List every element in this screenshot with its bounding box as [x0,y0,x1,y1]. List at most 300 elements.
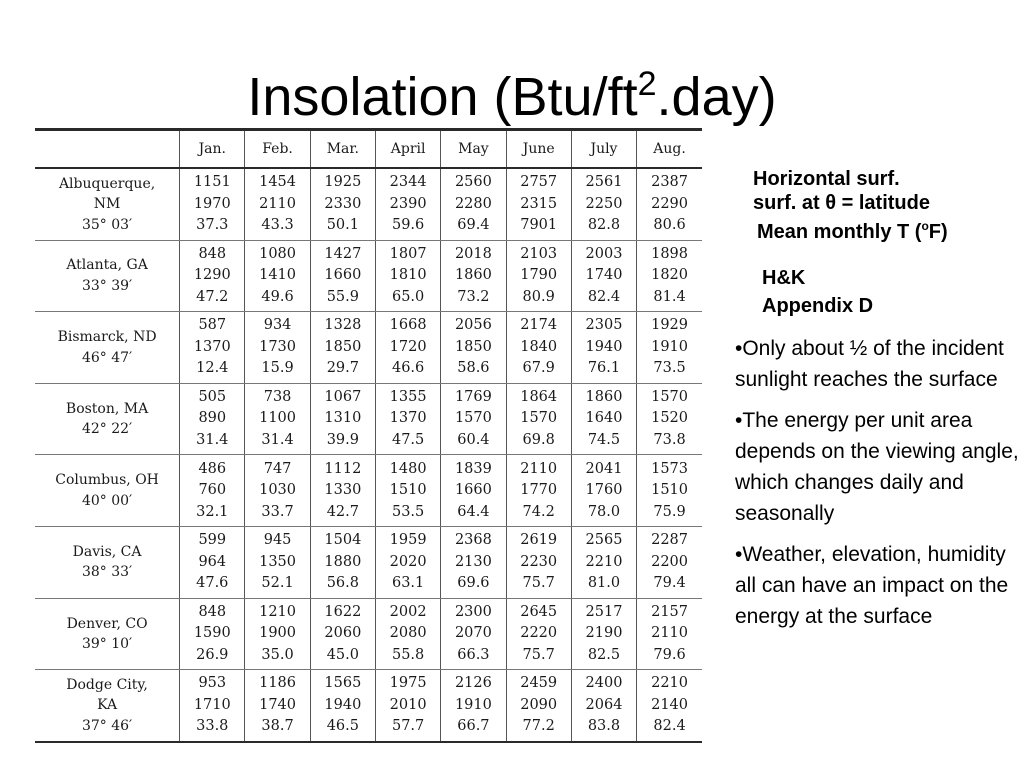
month-value-cell [571,670,636,742]
mean-temperature-value: 79.4 [653,575,686,592]
city-line: Bismarck, ND [57,329,157,346]
month-value-cell [571,312,636,384]
title-superscript: 2 [637,65,657,103]
mean-temperature-value: 82.5 [587,646,621,663]
month-value-cell [310,455,375,527]
month-value-cell [310,312,375,384]
mean-temperature-value: 80.6 [653,217,686,234]
horizontal-insolation-value: 2400 [585,675,623,692]
mean-temperature-value: 42.7 [326,503,359,520]
bullet-item: •Weather, elevation, humidity all can have an impact on the energy at the surface [735,543,1009,628]
tilted-insolation-value: 2070 [454,625,492,642]
mean-temperature-value: 75.9 [653,503,686,520]
mean-temperature-value: 73.5 [653,360,686,377]
mean-temperature-value: 35.0 [261,646,294,663]
table-header-cell: April [375,130,440,169]
month-value-cell [637,670,702,742]
mean-temperature-value: 47.6 [196,575,229,592]
city-cell [35,670,180,742]
tilted-insolation-value: 2140 [651,696,688,713]
city-cell [35,598,180,670]
horizontal-insolation-value: 2041 [585,460,623,477]
city-line: Denver, CO [66,615,148,632]
month-value-cell [506,383,571,455]
horizontal-insolation-value: 1355 [389,388,427,405]
city-line: 37° 46′ [81,717,133,734]
horizontal-insolation-value: 2517 [585,603,623,620]
tilted-insolation-value: 1290 [193,267,231,284]
city-line: Davis, CA [72,543,142,560]
horizontal-insolation-value: 1565 [324,675,362,692]
horizontal-insolation-value: 1427 [324,245,362,262]
mean-temperature-value: 46.6 [391,360,425,377]
mean-temperature-value: 55.9 [326,288,359,305]
mean-temperature-value: 52.1 [261,575,294,592]
horizontal-insolation-value: 1480 [389,460,427,477]
table-row [35,527,702,599]
city-cell [35,527,180,599]
mean-temperature-value: 53.5 [391,503,425,520]
mean-temperature-value: 75.7 [522,646,555,663]
mean-temperature-value: 26.9 [196,646,229,663]
horizontal-insolation-value: 2056 [454,317,492,334]
horizontal-insolation-value: 505 [198,388,227,405]
mean-temperature-value: 81.0 [587,575,621,592]
month-value-cell [180,383,245,455]
horizontal-insolation-value: 587 [198,317,227,334]
horizontal-insolation-value: 2560 [454,174,492,191]
tilted-insolation-value: 1820 [651,267,688,284]
month-value-cell [310,598,375,670]
horizontal-insolation-value: 945 [263,532,292,549]
tilted-insolation-value: 1640 [585,410,623,427]
tilted-insolation-value: 1590 [193,625,231,642]
table-header-cell: Feb. [245,130,310,169]
tilted-insolation-value: 1570 [520,410,558,427]
tilted-insolation-value: 1790 [520,267,558,284]
horizontal-insolation-value: 2387 [651,174,688,191]
horizontal-insolation-value: 1328 [324,317,362,334]
month-value-cell [375,670,440,742]
horizontal-insolation-value: 848 [198,245,227,262]
tilted-insolation-value: 1860 [454,267,492,284]
mean-temperature-value: 57.7 [391,718,425,735]
reference-appendix: Appendix D [762,295,874,317]
horizontal-insolation-value: 2305 [585,317,623,334]
mean-temperature-value: 56.8 [326,575,359,592]
month-value-cell [375,598,440,670]
mean-temperature-value: 67.9 [522,360,555,377]
month-value-cell [637,598,702,670]
horizontal-insolation-value: 1151 [193,174,231,191]
mean-temperature-value: 74.5 [587,431,621,448]
month-value-cell [310,670,375,742]
month-value-cell [375,168,440,240]
month-value-cell [180,240,245,312]
tilted-insolation-value: 1660 [454,482,492,499]
table-header-cell: Mar. [310,130,375,169]
mean-temperature-value: 29.7 [326,360,359,377]
month-value-cell [441,455,506,527]
table-header-row [35,130,702,169]
horizontal-insolation-value: 1454 [259,174,297,191]
tilted-insolation-value: 2110 [651,625,688,642]
mean-temperature-value: 82.4 [587,288,621,305]
city-cell [35,168,180,240]
mean-temperature-value: 46.5 [326,718,359,735]
table-row [35,312,702,384]
tilted-insolation-value: 1570 [454,410,492,427]
tilted-insolation-value: 1840 [520,338,558,355]
mean-temperature-value: 69.8 [522,431,555,448]
month-value-cell [441,527,506,599]
month-value-cell [375,527,440,599]
city-line: 39° 10′ [81,636,133,652]
month-value-cell [637,527,702,599]
legend-tilted-prefix: surf. at [753,192,826,214]
tilted-insolation-value: 2330 [324,195,362,212]
tilted-insolation-value: 1760 [585,482,623,499]
tilted-insolation-value: 1370 [193,338,231,355]
table-row [35,168,702,240]
horizontal-insolation-value: 2368 [454,532,492,549]
tilted-insolation-value: 1940 [324,696,362,713]
tilted-insolation-value: 2080 [389,625,427,642]
horizontal-insolation-value: 1959 [389,532,427,549]
mean-temperature-value: 32.1 [196,503,229,520]
city-cell [35,383,180,455]
month-value-cell [180,670,245,742]
tilted-insolation-value: 2220 [520,625,558,642]
table-header-cell: May [441,130,506,169]
tilted-insolation-value: 1510 [651,482,688,499]
mean-temperature-value: 76.1 [587,360,621,377]
tilted-insolation-value: 2060 [324,625,362,642]
mean-temperature-value: 82.8 [587,217,621,234]
mean-temperature-value: 83.8 [587,718,621,735]
mean-temperature-value: 50.1 [326,217,359,234]
horizontal-insolation-value: 1504 [324,532,362,549]
horizontal-insolation-value: 2002 [389,603,427,620]
month-value-cell [245,383,310,455]
tilted-insolation-value: 2315 [520,195,558,212]
legend-mean-temperature [757,221,948,243]
city-line: Albuquerque, [58,175,156,192]
tilted-insolation-value: 2210 [585,553,623,570]
city-line: 35° 03′ [81,216,133,233]
slide-title [0,62,1024,132]
tilted-insolation-value: 1710 [193,696,231,713]
table-header-cell: July [571,130,636,169]
horizontal-insolation-value: 2210 [651,675,688,692]
table-row [35,240,702,312]
mean-temperature-value: 65.0 [391,288,425,305]
month-value-cell [441,670,506,742]
month-value-cell [180,455,245,527]
tilted-insolation-value: 2290 [651,195,688,212]
mean-temperature-value: 58.6 [457,360,490,377]
tilted-insolation-value: 2280 [454,195,492,212]
mean-temperature-value: 39.9 [326,431,359,448]
horizontal-insolation-value: 1929 [651,317,688,334]
horizontal-insolation-value: 1570 [651,388,688,405]
horizontal-insolation-value: 2561 [585,174,623,191]
month-value-cell [637,168,702,240]
month-value-cell [375,455,440,527]
tilted-insolation-value: 1910 [651,338,688,355]
mean-temperature-value: 37.3 [196,217,229,234]
month-value-cell [245,168,310,240]
month-value-cell [637,455,702,527]
horizontal-insolation-value: 1668 [389,317,427,334]
horizontal-insolation-value: 1864 [520,388,558,405]
city-cell [35,312,180,384]
month-value-cell [441,168,506,240]
degree-superscript: o [921,219,929,233]
table-row [35,455,702,527]
mean-temperature-value: 31.4 [261,431,294,448]
month-value-cell [180,527,245,599]
month-value-cell [506,527,571,599]
tilted-insolation-value: 2020 [389,553,427,570]
month-value-cell [571,598,636,670]
tilted-insolation-value: 1810 [389,267,427,284]
tilted-insolation-value: 2110 [259,195,297,212]
month-value-cell [375,383,440,455]
tilted-insolation-value: 2390 [389,195,427,212]
horizontal-insolation-value: 1807 [389,245,427,262]
mean-temperature-value: 73.2 [457,288,490,305]
horizontal-insolation-value: 1622 [324,603,362,620]
horizontal-insolation-value: 599 [198,532,227,549]
tilted-insolation-value: 1900 [259,625,297,642]
horizontal-insolation-value: 486 [198,460,227,477]
tilted-insolation-value: 1510 [389,482,427,499]
tilted-insolation-value: 1310 [324,410,362,427]
horizontal-insolation-value: 2018 [454,245,492,262]
month-value-cell [245,240,310,312]
mean-temperature-value: 74.2 [522,503,555,520]
tilted-insolation-value: 964 [198,553,227,570]
month-value-cell [506,598,571,670]
mean-temperature-value: 49.6 [261,288,294,305]
tilted-insolation-value: 2250 [585,195,623,212]
table-header-cell: June [506,130,571,169]
horizontal-insolation-value: 2300 [454,603,492,620]
legend-horizontal-surface: Horizontal surf. [753,168,900,190]
city-cell [35,455,180,527]
tilted-insolation-value: 1410 [259,267,297,284]
horizontal-insolation-value: 848 [198,603,227,620]
table-row [35,598,702,670]
month-value-cell [245,455,310,527]
month-value-cell [441,240,506,312]
tilted-insolation-value: 1660 [324,267,362,284]
city-line: Columbus, OH [55,472,159,489]
mean-temperature-value: 73.8 [653,431,686,448]
tilted-insolation-value: 1100 [259,410,297,427]
horizontal-insolation-value: 2103 [520,245,558,262]
mean-temperature-value: 79.6 [653,646,686,663]
month-value-cell [375,312,440,384]
month-value-cell [245,312,310,384]
month-value-cell [310,240,375,312]
month-value-cell [637,383,702,455]
tilted-insolation-value: 1850 [454,338,492,355]
mean-temperature-value: 78.0 [587,503,621,520]
city-line: 46° 47′ [81,349,133,366]
tilted-insolation-value: 1940 [585,338,623,355]
mean-temperature-value: 66.3 [457,646,490,663]
horizontal-insolation-value: 2003 [585,245,623,262]
city-cell [35,240,180,312]
horizontal-insolation-value: 2459 [520,675,558,692]
mean-temperature-value: 12.4 [196,360,229,377]
mean-temperature-value: 47.5 [391,431,425,448]
mean-temperature-value: 33.8 [196,718,229,735]
mean-temperature-value: 43.3 [261,217,294,234]
mean-temperature-value: 69.4 [457,217,490,234]
mean-temperature-value: 15.9 [261,360,294,377]
tilted-insolation-value: 1970 [193,195,231,212]
month-value-cell [310,168,375,240]
month-value-cell [441,598,506,670]
tilted-insolation-value: 1880 [324,553,362,570]
legend-temp-prefix: Mean monthly T ( [757,221,922,243]
city-line: 38° 33′ [81,564,133,581]
horizontal-insolation-value: 738 [263,388,292,405]
insolation-table [35,128,702,743]
month-value-cell [637,240,702,312]
tilted-insolation-value: 1370 [389,410,427,427]
horizontal-insolation-value: 1186 [259,675,297,692]
city-line: Dodge City, [66,676,148,693]
horizontal-insolation-value: 2126 [454,675,492,692]
tilted-insolation-value: 2064 [585,696,623,713]
month-value-cell [245,527,310,599]
mean-temperature-value: 45.0 [326,646,359,663]
horizontal-insolation-value: 2619 [520,532,558,549]
mean-temperature-value: 33.7 [261,503,294,520]
mean-temperature-value: 7901 [520,217,558,234]
city-line: NM [93,196,121,213]
mean-temperature-value: 77.2 [522,718,555,735]
tilted-insolation-value: 1330 [324,482,362,499]
month-value-cell [571,455,636,527]
mean-temperature-value: 38.7 [261,718,294,735]
legend-tilted-surface [753,192,930,214]
horizontal-insolation-value: 1769 [454,388,492,405]
tilted-insolation-value: 1730 [259,338,297,355]
city-line: 42° 22′ [81,421,133,438]
table-header-cell: Jan. [180,130,245,169]
tilted-insolation-value: 760 [198,482,227,499]
mean-temperature-value: 69.6 [457,575,490,592]
mean-temperature-value: 59.6 [391,217,425,234]
horizontal-insolation-value: 2174 [520,317,558,334]
city-line: Boston, MA [65,400,149,417]
horizontal-insolation-value: 1573 [651,460,688,477]
bullet-item: •The energy per unit area depends on the viewing angle, which changes daily and seasonally [735,409,1019,525]
horizontal-insolation-value: 953 [198,675,227,692]
tilted-insolation-value: 2090 [520,696,558,713]
tilted-insolation-value: 2230 [520,553,558,570]
tilted-insolation-value: 1030 [259,482,297,499]
month-value-cell [441,383,506,455]
tilted-insolation-value: 2200 [651,553,688,570]
tilted-insolation-value: 1350 [259,553,297,570]
mean-temperature-value: 64.4 [457,503,490,520]
month-value-cell [245,670,310,742]
mean-temperature-value: 47.2 [196,288,229,305]
tilted-insolation-value: 2010 [389,696,427,713]
month-value-cell [506,168,571,240]
month-value-cell [375,240,440,312]
mean-temperature-value: 55.8 [391,646,425,663]
tilted-insolation-value: 1740 [585,267,623,284]
tilted-insolation-value: 1850 [324,338,362,355]
month-value-cell [571,527,636,599]
horizontal-insolation-value: 747 [263,460,292,477]
month-value-cell [571,383,636,455]
month-value-cell [506,312,571,384]
mean-temperature-value: 66.7 [457,718,490,735]
horizontal-insolation-value: 1067 [324,388,362,405]
table-header-corner [35,130,180,169]
horizontal-insolation-value: 2344 [389,174,427,191]
month-value-cell [310,527,375,599]
horizontal-insolation-value: 1860 [585,388,623,405]
month-value-cell [506,240,571,312]
month-value-cell [180,168,245,240]
insolation-table-image [35,128,702,743]
month-value-cell [310,383,375,455]
table-header-cell: Aug. [637,130,702,169]
horizontal-insolation-value: 1210 [259,603,297,620]
tilted-insolation-value: 1720 [389,338,427,355]
month-value-cell [637,312,702,384]
mean-temperature-value: 81.4 [653,288,686,305]
tilted-insolation-value: 2190 [585,625,623,642]
horizontal-insolation-value: 2157 [651,603,688,620]
title-tail: .day) [656,67,777,127]
month-value-cell [245,598,310,670]
city-line: Atlanta, GA [66,257,148,274]
horizontal-insolation-value: 1925 [324,174,362,191]
city-line: 33° 39′ [81,277,133,294]
horizontal-insolation-value: 1975 [389,675,427,692]
table-row [35,383,702,455]
horizontal-insolation-value: 2757 [520,174,558,191]
month-value-cell [506,670,571,742]
tilted-insolation-value: 890 [198,410,227,427]
tilted-insolation-value: 2130 [454,553,492,570]
mean-temperature-value: 60.4 [457,431,490,448]
bullet-item: •Only about ½ of the incident sunlight reaches the surface [735,337,1004,391]
horizontal-insolation-value: 2645 [520,603,558,620]
mean-temperature-value: 82.4 [653,718,686,735]
month-value-cell [506,455,571,527]
tilted-insolation-value: 1520 [651,410,688,427]
mean-temperature-value: 80.9 [522,288,555,305]
legend-temp-suffix: F) [928,221,948,243]
horizontal-insolation-value: 1898 [651,245,688,262]
month-value-cell [571,168,636,240]
horizontal-insolation-value: 934 [263,317,292,334]
reference-source: H&K [762,267,806,289]
mean-temperature-value: 75.7 [522,575,555,592]
tilted-insolation-value: 1910 [454,696,492,713]
